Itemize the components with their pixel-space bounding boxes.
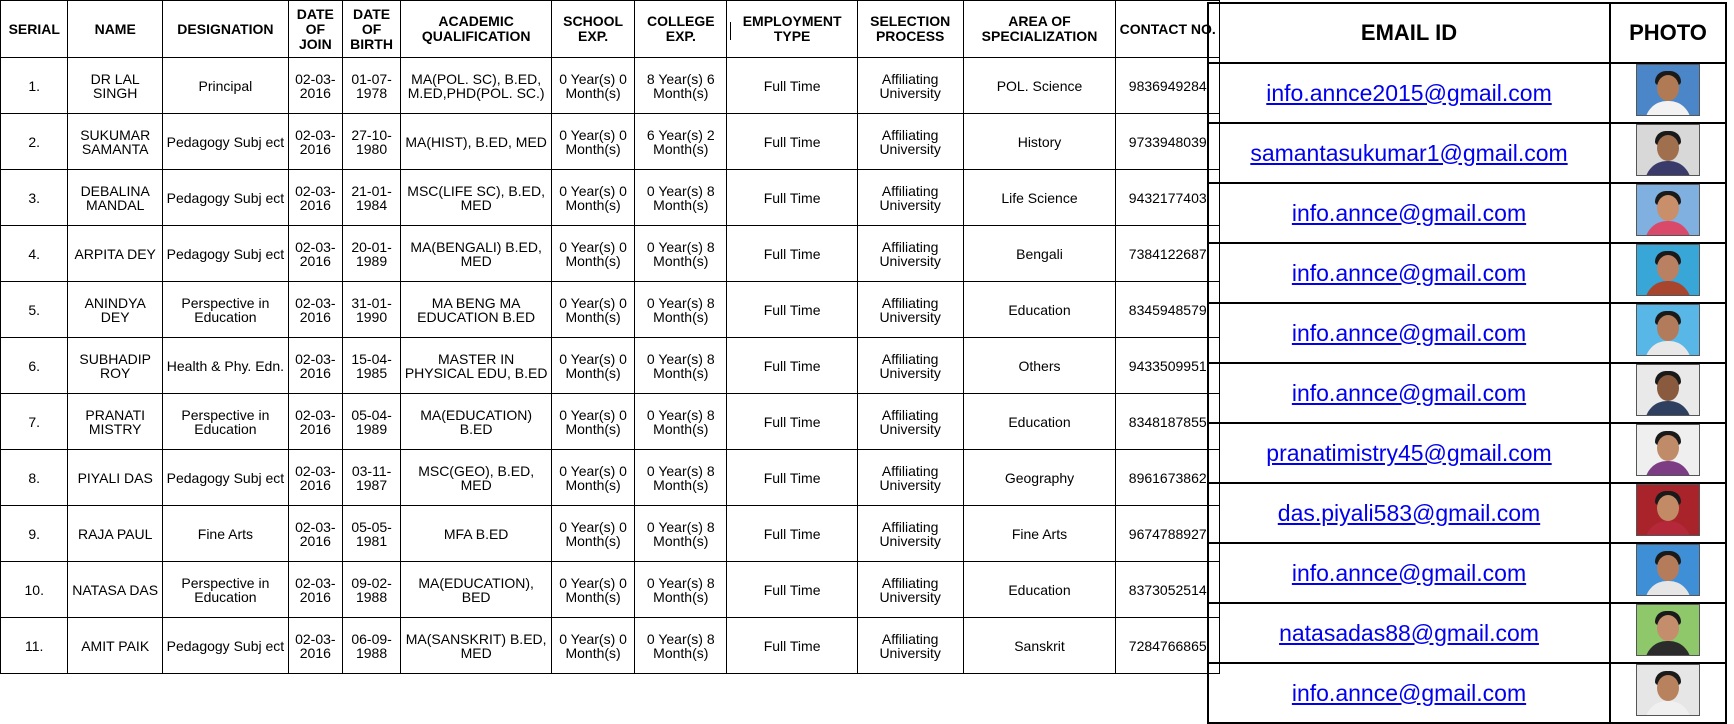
- employment-type-cell: Full Time: [727, 114, 857, 170]
- name-cell: SUKUMAR SAMANTA: [68, 114, 162, 170]
- email-link[interactable]: info.annce@gmail.com: [1291, 679, 1527, 706]
- name-cell: PRANATI MISTRY: [68, 394, 162, 450]
- photo-icon: [1636, 124, 1700, 176]
- photo-icon: [1636, 304, 1700, 356]
- join-date-cell: 02-03-2016: [288, 506, 342, 562]
- employment-type-cell: Full Time: [727, 58, 857, 114]
- selection-process-cell: Affiliating University: [857, 618, 963, 674]
- selection-process-cell: Affiliating University: [857, 170, 963, 226]
- designation-cell: Pedagogy Subj ect: [162, 450, 288, 506]
- qualification-cell: MA(BENGALI) B.ED, MED: [401, 226, 552, 282]
- school-exp-cell: 0 Year(s) 0 Month(s): [551, 618, 634, 674]
- birth-date-cell: 05-04-1989: [342, 394, 400, 450]
- email-cell: [1208, 483, 1610, 543]
- employment-type-cell: Full Time: [727, 170, 857, 226]
- photo-icon: [1636, 64, 1700, 116]
- column-header: COLLEGE EXP.: [635, 1, 727, 58]
- text-cursor: [730, 22, 731, 40]
- selection-process-cell: Affiliating University: [857, 58, 963, 114]
- column-header: CONTACT NO.: [1116, 1, 1220, 58]
- photo-cell: [1610, 63, 1726, 123]
- serial-cell: 5.: [1, 282, 68, 338]
- birth-date-cell: 15-04-1985: [342, 338, 400, 394]
- employment-type-cell: Full Time: [727, 226, 857, 282]
- email-photo-row: [1208, 603, 1726, 663]
- email-photo-row: [1208, 183, 1726, 243]
- photo-icon: [1636, 244, 1700, 296]
- employment-type-cell: Full Time: [727, 282, 857, 338]
- qualification-cell: MA(POL. SC), B.ED, M.ED,PHD(POL. SC.): [401, 58, 552, 114]
- column-header: ACADEMIC QUALIFICATION: [401, 1, 552, 58]
- designation-cell: Pedagogy Subj ect: [162, 226, 288, 282]
- serial-cell: 8.: [1, 450, 68, 506]
- photo-header: PHOTO: [1610, 3, 1726, 63]
- column-header: DESIGNATION: [162, 1, 288, 58]
- school-exp-cell: 0 Year(s) 0 Month(s): [551, 450, 634, 506]
- name-cell: NATASA DAS: [68, 562, 162, 618]
- photo-icon: [1636, 604, 1700, 656]
- email-photo-row: [1208, 303, 1726, 363]
- contact-cell: 9432177403: [1116, 170, 1220, 226]
- name-cell: DR LAL SINGH: [68, 58, 162, 114]
- photo-cell: [1610, 363, 1726, 423]
- table-row: [1, 226, 1220, 282]
- column-header: SELECTION PROCESS: [857, 1, 963, 58]
- employment-type-cell: Full Time: [727, 450, 857, 506]
- join-date-cell: 02-03-2016: [288, 562, 342, 618]
- email-link[interactable]: natasadas88@gmail.com: [1279, 619, 1539, 646]
- birth-date-cell: 31-01-1990: [342, 282, 400, 338]
- email-cell: [1208, 543, 1610, 603]
- serial-cell: 6.: [1, 338, 68, 394]
- column-header: EMPLOYMENT TYPE: [727, 1, 857, 58]
- column-header: SCHOOL EXP.: [551, 1, 634, 58]
- email-photo-row: [1208, 483, 1726, 543]
- photo-cell: [1610, 663, 1726, 723]
- serial-cell: 4.: [1, 226, 68, 282]
- designation-cell: Pedagogy Subj ect: [162, 170, 288, 226]
- school-exp-cell: 0 Year(s) 0 Month(s): [551, 506, 634, 562]
- college-exp-cell: 8 Year(s) 6 Month(s): [635, 58, 727, 114]
- photo-icon: [1636, 544, 1700, 596]
- table-header-row: [1, 1, 1220, 58]
- email-cell: [1208, 603, 1610, 663]
- specialization-cell: Life Science: [963, 170, 1116, 226]
- photo-icon: [1636, 424, 1700, 476]
- college-exp-cell: 0 Year(s) 8 Month(s): [635, 170, 727, 226]
- table-row: [1, 170, 1220, 226]
- college-exp-cell: 0 Year(s) 8 Month(s): [635, 226, 727, 282]
- selection-process-cell: Affiliating University: [857, 338, 963, 394]
- specialization-cell: Sanskrit: [963, 618, 1116, 674]
- email-cell: [1208, 183, 1610, 243]
- table-row: [1, 58, 1220, 114]
- serial-cell: 10.: [1, 562, 68, 618]
- email-link[interactable]: das.piyali583@gmail.com: [1277, 499, 1541, 526]
- school-exp-cell: 0 Year(s) 0 Month(s): [551, 394, 634, 450]
- contact-cell: 9733948039: [1116, 114, 1220, 170]
- photo-icon: [1636, 484, 1700, 536]
- email-id-header: EMAIL ID: [1208, 3, 1610, 63]
- specialization-cell: Education: [963, 562, 1116, 618]
- college-exp-cell: 6 Year(s) 2 Month(s): [635, 114, 727, 170]
- join-date-cell: 02-03-2016: [288, 58, 342, 114]
- table-row: [1, 394, 1220, 450]
- contact-cell: 7284766865: [1116, 618, 1220, 674]
- photo-cell: [1610, 423, 1726, 483]
- qualification-cell: MSC(LIFE SC), B.ED, MED: [401, 170, 552, 226]
- column-header: SERIAL: [1, 1, 68, 58]
- college-exp-cell: 0 Year(s) 8 Month(s): [635, 338, 727, 394]
- name-cell: RAJA PAUL: [68, 506, 162, 562]
- college-exp-cell: 0 Year(s) 8 Month(s): [635, 562, 727, 618]
- name-cell: ANINDYA DEY: [68, 282, 162, 338]
- selection-process-cell: Affiliating University: [857, 506, 963, 562]
- qualification-cell: MA(SANSKRIT) B.ED, MED: [401, 618, 552, 674]
- school-exp-cell: 0 Year(s) 0 Month(s): [551, 562, 634, 618]
- email-link[interactable]: info.annce@gmail.com: [1291, 199, 1527, 226]
- table-row: [1, 282, 1220, 338]
- email-photo-row: [1208, 123, 1726, 183]
- table-row: [1, 618, 1220, 674]
- employment-type-cell: Full Time: [727, 506, 857, 562]
- qualification-cell: MSC(GEO), B.ED, MED: [401, 450, 552, 506]
- specialization-cell: History: [963, 114, 1116, 170]
- employment-type-cell: Full Time: [727, 338, 857, 394]
- designation-cell: Pedagogy Subj ect: [162, 114, 288, 170]
- birth-date-cell: 03-11-1987: [342, 450, 400, 506]
- college-exp-cell: 0 Year(s) 8 Month(s): [635, 450, 727, 506]
- join-date-cell: 02-03-2016: [288, 338, 342, 394]
- qualification-cell: MA(HIST), B.ED, MED: [401, 114, 552, 170]
- email-link[interactable]: info.annce@gmail.com: [1291, 559, 1527, 586]
- email-cell: [1208, 363, 1610, 423]
- designation-cell: Health & Phy. Edn.: [162, 338, 288, 394]
- email-cell: [1208, 243, 1610, 303]
- name-cell: AMIT PAIK: [68, 618, 162, 674]
- photo-cell: [1610, 183, 1726, 243]
- selection-process-cell: Affiliating University: [857, 450, 963, 506]
- column-header: DATE OF BIRTH: [342, 1, 400, 58]
- selection-process-cell: Affiliating University: [857, 114, 963, 170]
- email-cell: [1208, 63, 1610, 123]
- email-link[interactable]: info.annce@gmail.com: [1291, 259, 1527, 286]
- email-link[interactable]: samantasukumar1@gmail.com: [1250, 139, 1568, 166]
- table-row: [1, 114, 1220, 170]
- school-exp-cell: 0 Year(s) 0 Month(s): [551, 338, 634, 394]
- join-date-cell: 02-03-2016: [288, 394, 342, 450]
- email-cell: [1208, 123, 1610, 183]
- email-cell: [1208, 303, 1610, 363]
- employment-type-cell: Full Time: [727, 618, 857, 674]
- photo-cell: [1610, 123, 1726, 183]
- column-header: DATE OF JOIN: [288, 1, 342, 58]
- email-photo-row: [1208, 363, 1726, 423]
- serial-cell: 2.: [1, 114, 68, 170]
- photo-cell: [1610, 483, 1726, 543]
- name-cell: SUBHADIP ROY: [68, 338, 162, 394]
- serial-cell: 9.: [1, 506, 68, 562]
- contact-cell: 8373052514: [1116, 562, 1220, 618]
- name-cell: PIYALI DAS: [68, 450, 162, 506]
- selection-process-cell: Affiliating University: [857, 394, 963, 450]
- contact-cell: 9836949284: [1116, 58, 1220, 114]
- qualification-cell: MASTER IN PHYSICAL EDU, B.ED: [401, 338, 552, 394]
- column-header: AREA OF SPECIALIZATION: [963, 1, 1116, 58]
- specialization-cell: Education: [963, 282, 1116, 338]
- name-cell: ARPITA DEY: [68, 226, 162, 282]
- specialization-cell: Geography: [963, 450, 1116, 506]
- designation-cell: Pedagogy Subj ect: [162, 618, 288, 674]
- contact-cell: 8345948579: [1116, 282, 1220, 338]
- designation-cell: Fine Arts: [162, 506, 288, 562]
- birth-date-cell: 27-10-1980: [342, 114, 400, 170]
- photo-cell: [1610, 543, 1726, 603]
- contact-cell: 9674788927: [1116, 506, 1220, 562]
- qualification-cell: MFA B.ED: [401, 506, 552, 562]
- email-photo-row: [1208, 243, 1726, 303]
- employment-type-cell: Full Time: [727, 394, 857, 450]
- join-date-cell: 02-03-2016: [288, 282, 342, 338]
- email-cell: [1208, 663, 1610, 723]
- qualification-cell: MA(EDUCATION), BED: [401, 562, 552, 618]
- serial-cell: 11.: [1, 618, 68, 674]
- serial-cell: 1.: [1, 58, 68, 114]
- table-row: [1, 562, 1220, 618]
- email-photo-table: [1207, 2, 1727, 724]
- photo-icon: [1636, 184, 1700, 236]
- specialization-cell: Bengali: [963, 226, 1116, 282]
- specialization-cell: Others: [963, 338, 1116, 394]
- serial-cell: 3.: [1, 170, 68, 226]
- contact-cell: 9433509951: [1116, 338, 1220, 394]
- serial-cell: 7.: [1, 394, 68, 450]
- specialization-cell: Education: [963, 394, 1116, 450]
- designation-cell: Perspective in Education: [162, 282, 288, 338]
- designation-cell: Perspective in Education: [162, 562, 288, 618]
- email-link[interactable]: pranatimistry45@gmail.com: [1266, 439, 1552, 466]
- contact-cell: 8348187855: [1116, 394, 1220, 450]
- school-exp-cell: 0 Year(s) 0 Month(s): [551, 114, 634, 170]
- join-date-cell: 02-03-2016: [288, 114, 342, 170]
- name-cell: DEBALINA MANDAL: [68, 170, 162, 226]
- join-date-cell: 02-03-2016: [288, 226, 342, 282]
- email-cell: [1208, 423, 1610, 483]
- table-row: [1, 506, 1220, 562]
- birth-date-cell: 06-09-1988: [342, 618, 400, 674]
- join-date-cell: 02-03-2016: [288, 170, 342, 226]
- designation-cell: Perspective in Education: [162, 394, 288, 450]
- email-photo-row: [1208, 663, 1726, 723]
- specialization-cell: Fine Arts: [963, 506, 1116, 562]
- college-exp-cell: 0 Year(s) 8 Month(s): [635, 394, 727, 450]
- qualification-cell: MA(EDUCATION) B.ED: [401, 394, 552, 450]
- college-exp-cell: 0 Year(s) 8 Month(s): [635, 506, 727, 562]
- designation-cell: Principal: [162, 58, 288, 114]
- join-date-cell: 02-03-2016: [288, 450, 342, 506]
- email-link[interactable]: info.annce@gmail.com: [1291, 379, 1527, 406]
- contact-cell: 8961673862: [1116, 450, 1220, 506]
- selection-process-cell: Affiliating University: [857, 226, 963, 282]
- photo-icon: [1636, 364, 1700, 416]
- photo-cell: [1610, 303, 1726, 363]
- birth-date-cell: 21-01-1984: [342, 170, 400, 226]
- email-photo-header-row: [1208, 3, 1726, 63]
- column-header: NAME: [68, 1, 162, 58]
- email-link[interactable]: info.annce@gmail.com: [1291, 319, 1527, 346]
- selection-process-cell: Affiliating University: [857, 562, 963, 618]
- school-exp-cell: 0 Year(s) 0 Month(s): [551, 58, 634, 114]
- photo-cell: [1610, 603, 1726, 663]
- contact-cell: 7384122687: [1116, 226, 1220, 282]
- email-photo-row: [1208, 63, 1726, 123]
- birth-date-cell: 05-05-1981: [342, 506, 400, 562]
- specialization-cell: POL. Science: [963, 58, 1116, 114]
- birth-date-cell: 20-01-1989: [342, 226, 400, 282]
- email-photo-row: [1208, 543, 1726, 603]
- table-row: [1, 338, 1220, 394]
- email-link[interactable]: info.annce2015@gmail.com: [1266, 79, 1552, 106]
- birth-date-cell: 01-07-1978: [342, 58, 400, 114]
- school-exp-cell: 0 Year(s) 0 Month(s): [551, 226, 634, 282]
- photo-icon: [1636, 664, 1700, 716]
- qualification-cell: MA BENG MA EDUCATION B.ED: [401, 282, 552, 338]
- join-date-cell: 02-03-2016: [288, 618, 342, 674]
- school-exp-cell: 0 Year(s) 0 Month(s): [551, 170, 634, 226]
- table-row: [1, 450, 1220, 506]
- employment-type-cell: Full Time: [727, 562, 857, 618]
- college-exp-cell: 0 Year(s) 8 Month(s): [635, 282, 727, 338]
- photo-cell: [1610, 243, 1726, 303]
- email-photo-row: [1208, 423, 1726, 483]
- birth-date-cell: 09-02-1988: [342, 562, 400, 618]
- selection-process-cell: Affiliating University: [857, 282, 963, 338]
- school-exp-cell: 0 Year(s) 0 Month(s): [551, 282, 634, 338]
- college-exp-cell: 0 Year(s) 8 Month(s): [635, 618, 727, 674]
